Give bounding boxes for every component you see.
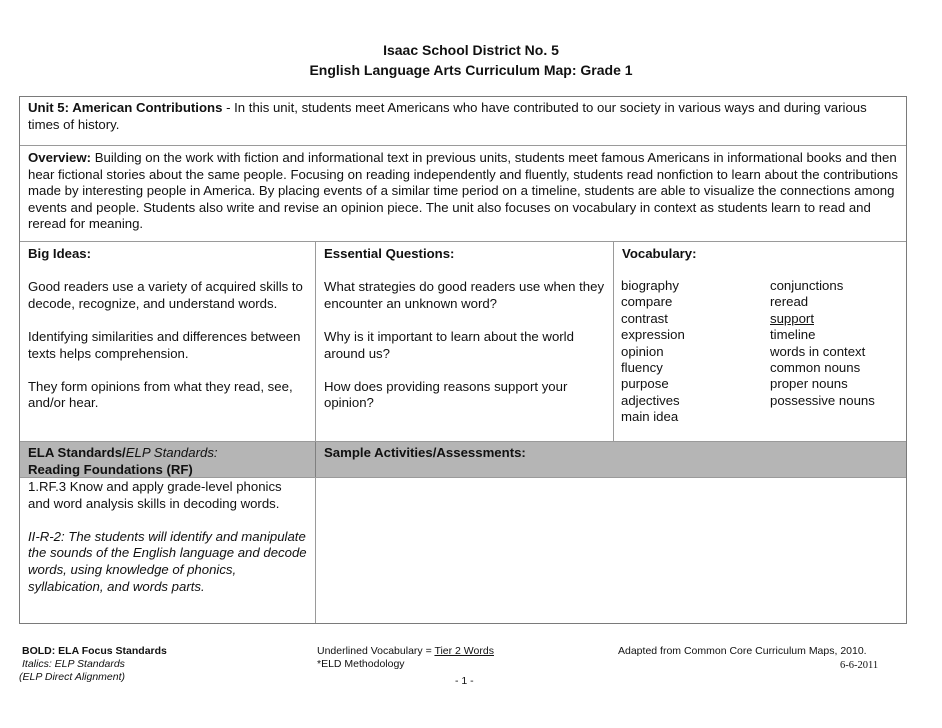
- vocabulary-list-2: [770, 278, 875, 409]
- ela-standard: 1.RF.3 Know and apply grade-level phonics and word analysis skills in decoding words.: [28, 479, 282, 511]
- unit-description: - In this unit, students meet Americans who have contributed to our society in various ways and during various times of history.: [28, 100, 867, 132]
- vocab-word: contrast: [621, 310, 668, 326]
- vocab-word: conjunctions: [770, 278, 844, 293]
- footer-bold-legend: BOLD: ELA Focus Standards: [22, 645, 167, 657]
- essential-question-item: How does providing reasons support your opinion?: [324, 378, 568, 411]
- curriculum-table: [19, 96, 907, 624]
- footer-vocab-legend: [317, 645, 494, 671]
- footer-italics-legend: Italics: ELP Standards: [22, 658, 125, 670]
- page-number: - 1 -: [455, 675, 474, 687]
- vocab-word: timeline: [770, 327, 816, 343]
- big-idea-item: They form opinions from what they read, see, and/or hear.: [28, 378, 293, 411]
- big-idea-item: Good readers use a variety of acquired skills to decode, recognize, and understand words.: [28, 279, 303, 311]
- reading-foundations-label: Reading Foundations (RF): [28, 461, 193, 477]
- big-ideas-cell: [20, 242, 316, 441]
- map-title: English Language Arts Curriculum Map: Grade 1: [309, 62, 633, 78]
- elp-standards-label: ELP Standards:: [125, 445, 218, 460]
- overview-text: Building on the work with fiction and informational text in previous units, students meet famous Americans in informational books and then hear fictional stories about the same people. Focusing on reading independently and fluently, students read nonfiction to learn about the contributions made by interesting people in America. By placing events of a similar time period on a timeline, students are able to visualize the connections among events and people. Students also write and revise an opinion piece. The unit also focuses on vocabulary in context as students learn to read and reread for meaning.: [28, 150, 898, 232]
- unit-row: [20, 97, 906, 146]
- footer-eld-methodology: *ELD Methodology: [317, 658, 405, 670]
- activities-header-cell: [316, 442, 906, 477]
- standards-header-cell: [20, 442, 316, 477]
- document-header: [0, 40, 942, 80]
- standards-header-row: [20, 442, 906, 478]
- elp-standard: II-R-2: The students will identify and manipulate the sounds of the English language and decode words, using knowledge of phonics, syllabication, and words parts.: [28, 528, 307, 594]
- vocabulary-heading: Vocabulary:: [622, 246, 697, 261]
- footer-elp-alignment: (ELP Direct Alignment): [19, 671, 126, 683]
- big-ideas-heading: Big Ideas:: [28, 246, 92, 261]
- essential-questions-cell: [316, 242, 614, 441]
- essential-question-item: What strategies do good readers use when they encounter an unknown word?: [324, 279, 605, 311]
- ela-standards-label: ELA Standards/: [28, 445, 126, 460]
- vocab-word: opinion: [621, 343, 664, 359]
- footer-date: 6-6-2011: [840, 660, 879, 671]
- essential-question-item: Why is it important to learn about the world around us?: [324, 328, 574, 361]
- overview-row: [20, 146, 906, 242]
- vocab-word: words in context: [770, 343, 866, 359]
- vocab-word: expression: [621, 327, 685, 343]
- footer-underline-label: Underlined Vocabulary =: [317, 645, 435, 657]
- district-title: Isaac School District No. 5: [383, 42, 559, 58]
- footer-tier2-label: Tier 2 Words: [434, 645, 494, 657]
- vocab-word: common nouns: [770, 359, 861, 375]
- vocab-word: purpose: [621, 376, 669, 392]
- vocabulary-list-1: [621, 278, 685, 426]
- standards-cell: [20, 478, 316, 623]
- footer-source: Adapted from Common Core Curriculum Maps, 2010.: [618, 645, 867, 657]
- activities-cell: [316, 478, 906, 623]
- vocab-word: proper nouns: [770, 376, 848, 392]
- sample-activities-label: Sample Activities/Assessments:: [324, 445, 526, 460]
- vocab-word: main idea: [621, 409, 679, 425]
- overview-label: Overview:: [28, 150, 92, 165]
- vocabulary-cell: [614, 242, 906, 441]
- vocab-word-tier2: support: [770, 310, 814, 326]
- vocab-word: possessive nouns: [770, 392, 875, 408]
- essential-questions-heading: Essential Questions:: [324, 246, 455, 261]
- unit-label: Unit 5: American Contributions: [28, 100, 223, 115]
- ideas-questions-vocab-row: [20, 242, 906, 442]
- vocab-word: reread: [770, 294, 809, 310]
- standards-row: [20, 478, 906, 623]
- big-idea-item: Identifying similarities and differences between texts helps comprehension.: [28, 328, 301, 361]
- footer-legend: [19, 645, 167, 684]
- vocab-word: biography: [621, 278, 679, 293]
- vocab-word: compare: [621, 294, 673, 310]
- vocab-word: adjectives: [621, 392, 680, 408]
- vocab-word: fluency: [621, 359, 663, 375]
